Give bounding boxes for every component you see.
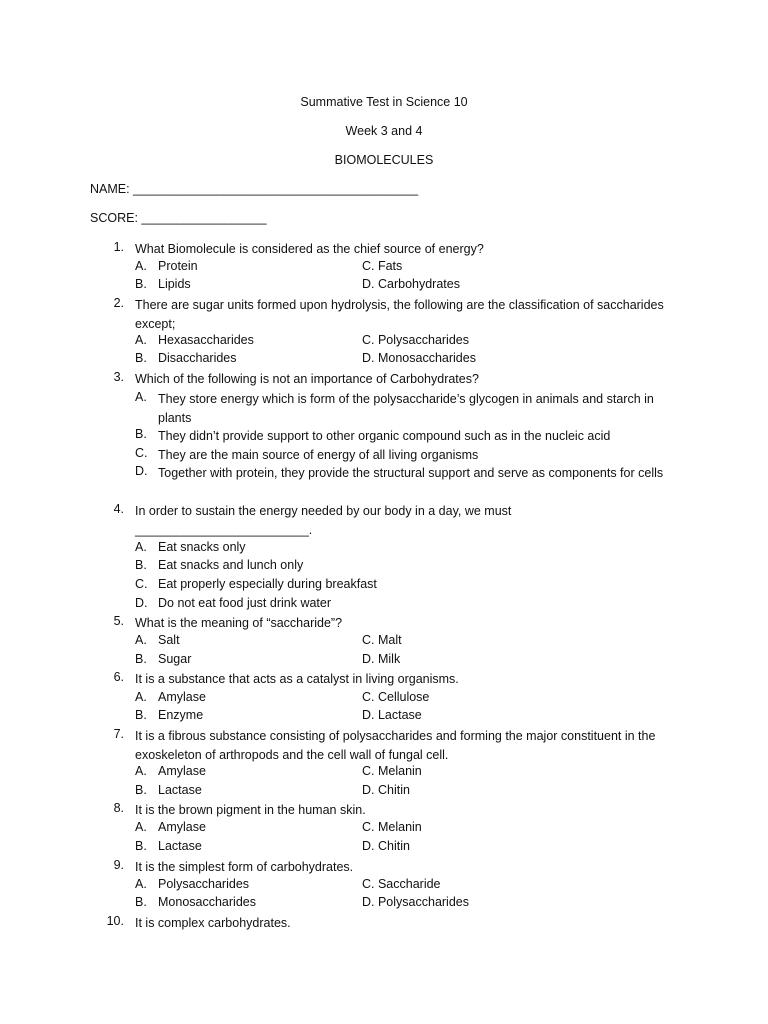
question-text: It is the simplest form of carbohydrates. [135,860,354,874]
option-letter: D. [135,596,148,610]
option-text: C. Fats [362,259,403,273]
option-text: Lipids [158,277,191,291]
question-text: It is a fibrous substance consisting of polysaccharides and forming the major constituent in the exoskeleton of arthropods and the cell wall of fungal cell. [135,729,656,762]
option-letter: A. [135,877,147,891]
question-number: 5. [113,614,124,628]
option-letter: B. [135,895,147,909]
question-number: 8. [113,801,124,815]
question-text: Which of the following is not an importance of Carbohydrates? [135,372,479,386]
question-number: 10. [106,914,124,928]
option-text: Hexasaccharides [158,333,254,347]
question-number: 1. [113,240,124,254]
option-text: Amylase [158,820,206,834]
question-text: In order to sustain the energy needed by our body in a day, we must [135,504,512,518]
question-number: 7. [113,727,124,741]
option-text: D. Polysaccharides [362,895,469,909]
option-letter: A. [135,259,147,273]
option-text: Polysaccharides [158,877,250,891]
name-field[interactable]: NAME: _________________________________________ [90,182,419,196]
option-letter: C. [135,577,148,591]
option-text: C. Melanin [362,820,422,834]
option-text: Amylase [158,690,206,704]
option-text: They didn’t provide support to other organic compound such as in the nucleic acid [158,429,611,443]
option-letter: B. [135,558,147,572]
option-letter: A. [135,690,147,704]
option-letter: B. [135,351,147,365]
option-letter: A. [135,764,147,778]
test-title: Summative Test in Science 10 [300,95,468,109]
answer-blank: _________________________. [135,523,313,537]
question-text: It is a substance that acts as a catalyst in living organisms. [135,672,459,686]
option-text: C. Melanin [362,764,422,778]
option-letter: A. [135,390,147,404]
option-text: Sugar [158,652,192,666]
option-letter: A. [135,633,147,647]
question-number: 2. [113,296,124,310]
option-letter: A. [135,820,147,834]
option-letter: B. [135,839,147,853]
option-text: They store energy which is form of the polysaccharide’s glycogen in animals and starch in plants [158,392,654,425]
option-letter: B. [135,427,147,441]
option-text: Together with protein, they provide the structural support and serve as components for cells [158,466,664,480]
option-letter: A. [135,333,147,347]
question-text: There are sugar units formed upon hydrolysis, the following are the classification of saccharides except; [135,298,664,331]
option-text: Disaccharides [158,351,237,365]
option-text: C. Cellulose [362,690,430,704]
option-text: Enzyme [158,708,204,722]
option-letter: D. [135,464,148,478]
option-letter: A. [135,540,147,554]
option-text: C. Malt [362,633,402,647]
topic-heading: BIOMOLECULES [334,153,434,167]
option-text: Eat snacks only [158,540,246,554]
option-text: Lactase [158,783,202,797]
option-text: C. Polysaccharides [362,333,469,347]
question-number: 3. [113,370,124,384]
question-text: What Biomolecule is considered as the chief source of energy? [135,242,484,256]
option-text: Amylase [158,764,206,778]
option-text: D. Milk [362,652,401,666]
option-letter: C. [135,446,148,460]
question-text: What is the meaning of “saccharide”? [135,616,343,630]
option-text: D. Carbohydrates [362,277,460,291]
option-text: They are the main source of energy of all living organisms [158,448,479,462]
week-label: Week 3 and 4 [345,124,423,138]
option-text: Eat properly especially during breakfast [158,577,377,591]
option-text: Do not eat food just drink water [158,596,332,610]
option-text: D. Chitin [362,783,410,797]
option-letter: B. [135,652,147,666]
option-text: Eat snacks and lunch only [158,558,304,572]
option-text: D. Lactase [362,708,422,722]
option-text: Monosaccharides [158,895,256,909]
question-number: 6. [113,670,124,684]
option-text: C. Saccharide [362,877,441,891]
option-letter: B. [135,277,147,291]
option-text: Protein [158,259,198,273]
score-field[interactable]: SCORE: __________________ [90,211,267,225]
question-text: It is complex carbohydrates. [135,916,291,930]
option-text: Lactase [158,839,202,853]
question-number: 4. [113,502,124,516]
option-text: D. Monosaccharides [362,351,476,365]
option-letter: B. [135,783,147,797]
option-text: Salt [158,633,180,647]
option-letter: B. [135,708,147,722]
question-number: 9. [113,858,124,872]
question-text: It is the brown pigment in the human skin. [135,803,366,817]
option-text: D. Chitin [362,839,410,853]
